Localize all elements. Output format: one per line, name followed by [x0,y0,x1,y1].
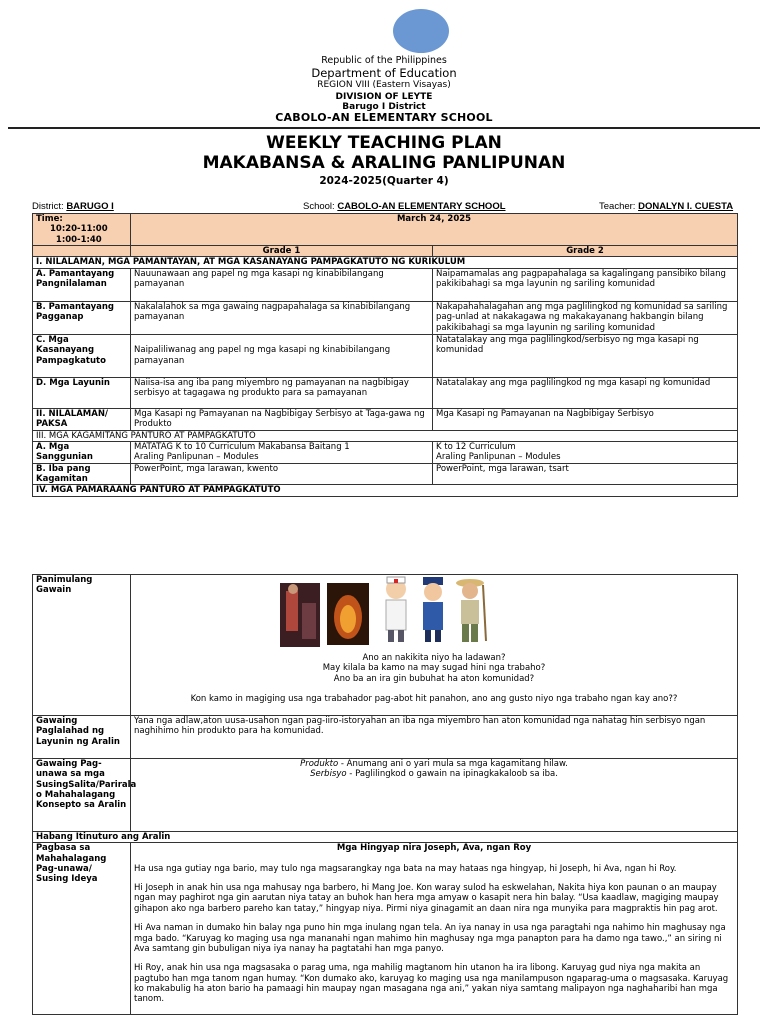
panimula-label: Panimulang Gawain [33,575,131,716]
date-cell: March 24, 2025 [131,214,738,246]
tailor-photo [280,583,320,647]
pagunawa-content [131,759,738,832]
farmer-clipart [452,575,492,645]
section1-heading-row [33,257,738,268]
grade1-heading: Grade 1 [131,246,433,257]
grade1-cell: Naiisa-isa ang iba pang miyembro ng pamayanan na nagbibigay serbisyo at tagagawa ng produkto para sa pamayanan [131,377,433,408]
question-4: Kon kamo in magiging usa nga trabahador pag-abot hit panahon, ano ang gusto niyo nga trabaho ngan kay ano?? [190,694,678,705]
story-title: Mga Hingyap nira Joseph, Ava, ngan Roy [336,843,532,854]
document-title: WEEKLY TEACHING PLAN [266,133,502,153]
deped-seal-logo [393,9,449,53]
table-row [33,334,738,377]
row-label: B. Iba pang Kagamitan [33,463,131,485]
row-label: C. Mga Kasanayang Pampagkatuto [33,334,131,377]
section3-heading: III. MGA KAGAMITANG PANTURO AT PAMPAGKATUTO [33,430,738,441]
header-school: CABOLO-AN ELEMENTARY SCHOOL [275,111,493,124]
header-region: REGION VIII (Eastern Visayas) [317,80,451,90]
produkto-definition: Produkto - Anumang ani o yari mula sa mga kagamitang hilaw. [300,759,568,769]
grade2-cell: Naipamamalas ang pagpapahalaga sa kagalingang pansibiko bilang pakikibahagi sa mga layunin ng sariling komunidad [433,268,738,301]
header-republic: Republic of the Philippines [321,55,447,66]
grade1-cell: Nakalalahok sa mga gawaing nagpapahalaga sa kinabibilangang pamayanan [131,301,433,334]
serbisyo-definition: Serbisyo - Paglilingkod o gawain na ipinagkakaloob sa iba. [310,769,558,780]
grade2-cell: Natatalakay ang mga paglilingkod ng mga kasapi ng komunidad [433,377,738,408]
section1-heading: I. NILALAMAN, MGA PAMANTAYAN, AT MGA KASANAYANG PAMPAGKATUTO NG KURIKULUM [33,257,738,268]
grade1-cell: Nauunawaan ang papel ng mga kasapi ng kinabibilangang pamayanan [131,268,433,301]
header-department: Department of Education [311,66,457,80]
school-value: CABOLO-AN ELEMENTARY SCHOOL [337,201,506,212]
district-info: District: BARUGO I [32,201,114,212]
header-divider [8,127,760,129]
time-slots: 10:20-11:00 1:00-1:40 [50,224,108,245]
header-district: Barugo I District [342,102,426,112]
row-label: D. Mga Layunin [33,377,131,408]
habang-row [33,832,738,843]
pagbasa-label: Pagbasa sa Mahahalagang Pag-unawa/ Susing Ideya [33,843,131,1014]
pagunawa-row [33,759,738,832]
grade2-heading: Grade 2 [433,246,738,257]
fire-photo [327,583,369,645]
row-label: A. Pamantayang Pangnilalaman [33,268,131,301]
paglalahad-label: Gawaing Paglalahad ng Layunin ng Aralin [33,716,131,759]
subject-title: MAKABANSA & ARALING PANLIPUNAN [202,153,566,173]
pagunawa-label: Gawaing Pag-unawa sa mga SusingSalita/Parirala o Mahahalagang Konsepto sa Aralin [33,759,131,832]
section2-label: II. NILALAMAN/ PAKSA [33,408,131,430]
section4-heading-row [33,485,738,496]
teacher-value: DONALYN I. CUESTA [638,201,734,212]
grade1-cell: MATATAG K to 10 Curriculum Makabansa Baitang 1 Araling Panlipunan – Modules [131,441,433,463]
district-value: BARUGO I [66,201,114,212]
grade2-cell: Mga Kasapi ng Pamayanan na Nagbibigay Serbisyo [433,408,738,430]
section3-heading-row [33,430,738,441]
section4-heading: IV. MGA PAMARAANG PANTURO AT PAMPAGKATUTO [33,485,738,496]
table-row [33,268,738,301]
story-paragraph: Ha usa nga gutiay nga bario, may tulo nga magsarangkay nga bata na may hataas nga hingyap, hi Joseph, hi Ava, ngan hi Roy. [134,863,677,874]
teacher-info: Teacher: DONALYN I. CUESTA [599,201,734,212]
table-row [33,463,738,485]
story-paragraph: Hi Roy, anak hin usa nga magsasaka o parag uma, nga mahilig magtanom hin utanon ha ira libong. Karuyag gud niya nga makita an pagtubo han mga tanom ngan humay. “Kon dumako ako, karuyag ko maging usa nga manilampuson ngaparag-uma o magsasaka. Karuyag ko makabulig ha aton bario ha pamaagi hin maupay ngan masagana nga ani,” yakan niya samtang malipayon nga naghaharibi han mga tanom. [134,963,729,1005]
table-row [33,301,738,334]
table-row [33,441,738,463]
occupation-pictures [134,575,734,641]
story-paragraph: Hi Joseph in anak hin usa nga mahusay nga barbero, hi Mang Joe. Kon waray sulod ha eskwelahan, Nakita hiya kon paunan o an maupay ngan may paghirot nga gin aarutan niya tatay an buhok han hera mga amyaw o kasapit nera hin balay. “Usa kaadlaw, magiging maupay gihapon ako nga barbero pareho kan tatay,” hingyap niya. Pirmi niya ginagamit an daan nira nga munyika para magpraktis hin pag arot. [134,883,719,914]
grade2-cell: PowerPoint, mga larawan, tsart [433,463,738,485]
table-row [33,377,738,408]
paglalahad-text: Yana nga adlaw,aton uusa-usahon ngan pag-iiro-istoryahan an iba nga miyembro han aton komunidad nga nahatag hin serbisyo ngan naghihimo hin produkto para ha komunidad. [131,716,738,759]
paglalahad-row [33,716,738,759]
question-2: May kilala ba kamo na may sugad hini nga trabaho? [322,663,546,674]
grade2-cell: Nakapahahalagahan ang mga paglilingkod ng komunidad sa sariling pag-unlad at nakakagawa ng makakayanang hakbangin bilang pakikibahagi sa mga layunin ng sariling komunidad [433,301,738,334]
story-content [131,843,738,1014]
police-clipart [416,575,450,645]
time-row [33,214,738,246]
panimula-content [131,575,738,716]
doctor-clipart [378,575,414,645]
question-3: Ano ba an ira gin bubuhat ha aton komunidad? [333,673,535,684]
grade1-cell: PowerPoint, mga larawan, kwento [131,463,433,485]
grade2-cell: Natatalakay ang mga paglilingkod/serbisyo ng mga kasapi ng komunidad [433,334,738,377]
school-year: 2024-2025(Quarter 4) [319,175,449,187]
pagbasa-row [33,843,738,1014]
header-division: DIVISION OF LEYTE [335,92,433,102]
plan-table-upper [32,213,738,497]
school-info: School: CABOLO-AN ELEMENTARY SCHOOL [303,201,506,212]
grade1-cell: Naipaliliwanag ang papel ng mga kasapi ng kinabibilangang pamayanan [131,334,433,377]
grade-row [33,246,738,257]
grade2-cell: K to 12 Curriculum Araling Panlipunan – Modules [433,441,738,463]
question-1: Ano an nakikita niyo ha ladawan? [362,653,506,663]
time-label: Time: [36,214,63,224]
section2-row [33,408,738,430]
grade1-cell: Mga Kasapi ng Pamayanan na Nagbibigay Serbisyo at Taga-gawa ng Produkto [131,408,433,430]
story-paragraph: Hi Ava naman in dumako hin balay nga puno hin mga inulang ngan tela. An iya nanay in usa nga paragtahi nga nahimo hin maghusay nga mga bado. “Karuyag ko maging usa nga mananahi ngan mahimo hin maghusay nga mga panapton para ha damo nga tawo.,” an siring ni Ava samtang gin bubuligan niya iya nanay ha pagtatahi han mga panyo. [134,923,726,954]
habang-heading: Habang Itinuturo ang Aralin [33,832,738,843]
row-label: A. Mga Sanggunian [33,441,131,463]
row-label: B. Pamantayang Pagganap [33,301,131,334]
plan-table-procedure [32,574,738,1015]
panimula-row [33,575,738,716]
